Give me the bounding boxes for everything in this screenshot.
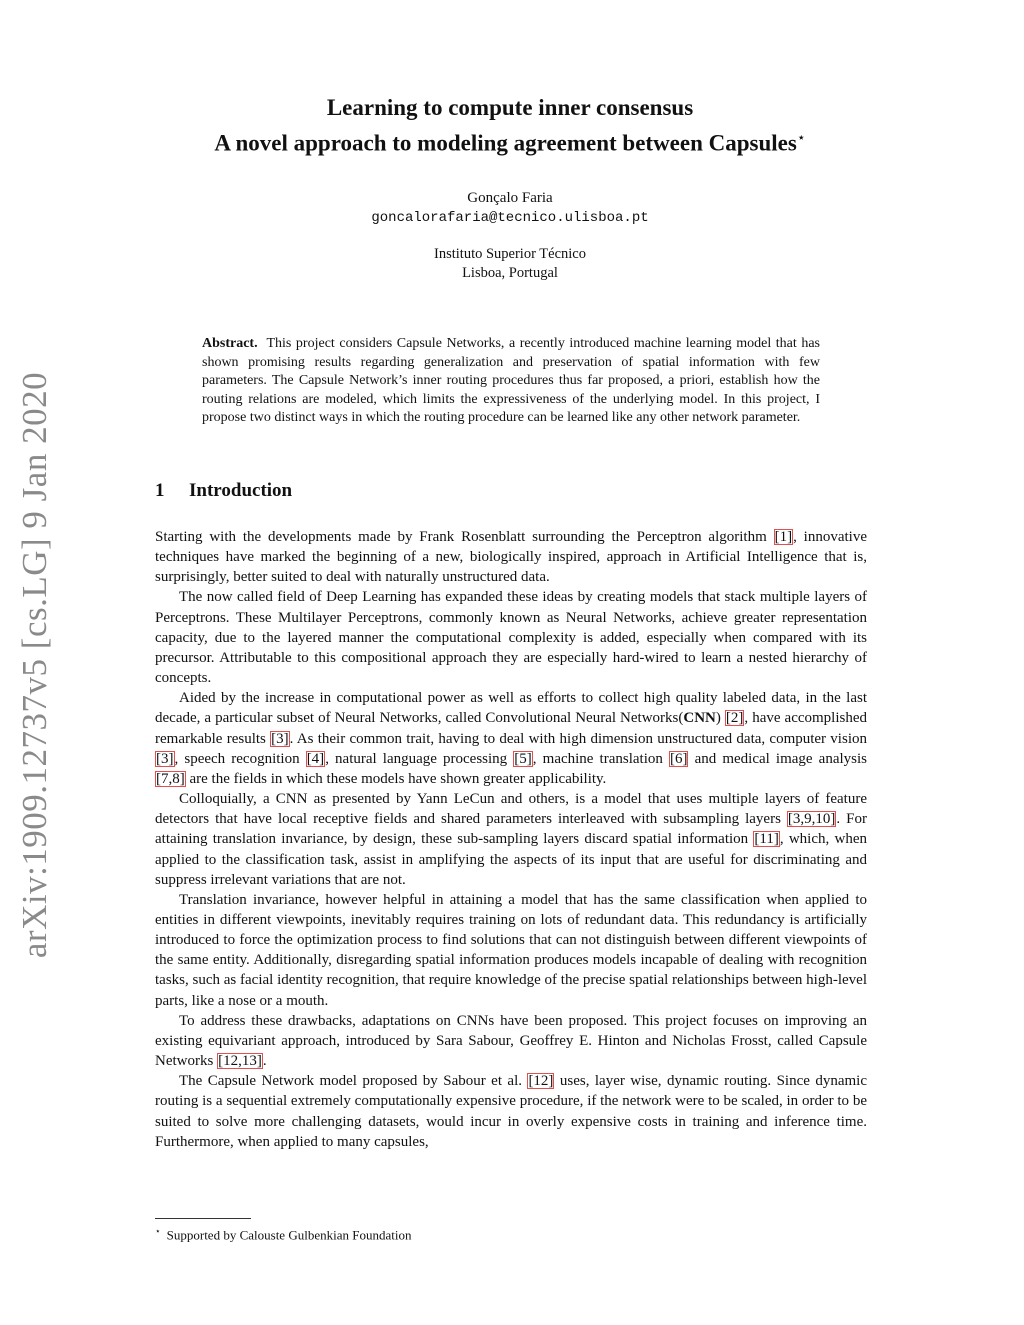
paper-title bbox=[100, 92, 920, 159]
citation-link[interactable]: [3] bbox=[271, 730, 289, 747]
body-text bbox=[155, 527, 867, 1152]
paragraph: Colloquially, a CNN as presented by Yann LeCun and others, is a model that uses multiple layers of feature detectors that have local receptive fields and shared parameters interleaved with subsampling layers [3,9,10]. For attaining translation invariance, by design, these sub-sampling layers discard spatial information [11], which, when applied to the classification task, assist in amplifying the aspects of its input that are useful for discriminating and suppress irrelevant variations that are not. bbox=[155, 791, 867, 888]
paragraph: To address these drawbacks, adaptations on CNNs have been proposed. This project focuses on improving an existing equivariant approach, introduced by Sara Sabour, Geoffrey E. Hinton and Nicholas Frosst, called Capsule Networks [12,13]. bbox=[155, 1012, 867, 1070]
abstract bbox=[202, 335, 820, 428]
section-number: 1 bbox=[155, 480, 165, 501]
author-name: Gonçalo Faria bbox=[467, 190, 553, 206]
citation-link[interactable]: [4] bbox=[306, 750, 325, 767]
author-block bbox=[100, 188, 920, 228]
arxiv-stamp-text: arXiv:1909.12737v5 [cs.LG] 9 Jan 2020 bbox=[15, 371, 55, 959]
footnote-text: Supported by Calouste Gulbenkian Foundation bbox=[166, 1227, 412, 1243]
citation-link[interactable]: [11] bbox=[754, 831, 779, 848]
abstract-label: Abstract. bbox=[202, 336, 258, 351]
citation-link[interactable]: [3,9,10] bbox=[787, 811, 836, 828]
paragraph: The now called field of Deep Learning has expanded these ideas by creating models that stack multiple layers of Perceptrons. These Multilayer Perceptrons, commonly known as Neural Networks, achieve greater representation capacity, due to the layered manner the computational complexity is added, especially when compared with its precursor. Attributable to this compositional approach they are especially hard-wired to learn a nested hierarchy of concepts. bbox=[155, 589, 867, 687]
section-title: Introduction bbox=[189, 480, 293, 501]
citation-link[interactable]: [3] bbox=[156, 750, 174, 767]
footnote-mark: ⋆ bbox=[155, 1226, 161, 1236]
paragraph: Aided by the increase in computational power as well as efforts to collect high quality labeled data, in the last decade, a particular subset of Neural Networks, called Convolutional Neural Networks(CNN) [2], have accomplished remarkable results [3]. As their common trait, having to deal with high dimension unstructured data, computer vision [3], speech recognition [4], natural language processing [5], machine translation [6] and medical image analysis [7,8] are the fields in which these models have shown greater applicability. bbox=[155, 690, 868, 787]
citation-link[interactable]: [12] bbox=[528, 1073, 554, 1090]
paragraph: Starting with the developments made by Frank Rosenblatt surrounding the Perceptron algorithm [1], innovative techniques have marked the beginning of a new, biologically inspired, approach in Artificial Intelligence that is, surprisingly, better suited to deal with naturally unstructured data. bbox=[155, 529, 867, 586]
citation-link[interactable]: [7,8] bbox=[156, 770, 185, 787]
abstract-text: This project considers Capsule Networks, a recently introduced machine learning model that has shown promising results regarding generalization and preservation of spatial information with few parameters. The Capsule Network’s inner routing procedures thus far proposed, a priori, establish how the routing relations are modeled, which limits the expressiveness of the underlying model. In this project, I propose two distinct ways in which the routing procedure can be learned like any other network parameter. bbox=[202, 336, 820, 426]
citation-link[interactable]: [5] bbox=[514, 750, 532, 767]
affiliation-location: Lisboa, Portugal bbox=[462, 265, 558, 281]
title-footnote-mark: ⋆ bbox=[796, 131, 806, 146]
citation-link[interactable]: [12,13] bbox=[218, 1053, 262, 1070]
author-email[interactable]: goncalorafaria@tecnico.ulisboa.pt bbox=[371, 210, 649, 226]
arxiv-stamp bbox=[10, 370, 60, 960]
section-heading bbox=[155, 480, 292, 502]
citation-link[interactable]: [6] bbox=[669, 750, 688, 767]
citation-link[interactable]: [2] bbox=[725, 710, 744, 727]
title-line-2: A novel approach to modeling agreement between Capsules⋆ bbox=[214, 130, 806, 156]
affiliation-block bbox=[100, 245, 920, 283]
footnote-divider bbox=[155, 1218, 251, 1219]
paragraph: The Capsule Network model proposed by Sabour et al. [12] uses, layer wise, dynamic routing. Since dynamic routing is a sequential extremely computationally expensive procedure, if the network were to be scaled, in order to be suited to solve more challenging datasets, would incur in overly expensive costs in training and inference time. Furthermore, when applied to many capsules, bbox=[155, 1073, 867, 1150]
paragraph: Translation invariance, however helpful in attaining a model that has the same classification when applied to entities in different viewpoints, inevitably requires training on lots of redundant data. This redundancy is artificially introduced to force the optimization process to find solutions that can not distinguish between different viewpoints of the same entity. Additionally, disregarding spatial information produces models incapable of dealing with recognition tasks, such as facial identity recognition, that require knowledge of the precise spatial relationships between high-level parts, like a nose or a mouth. bbox=[155, 891, 867, 1009]
footnote bbox=[155, 1223, 411, 1243]
title-line-1: Learning to compute inner consensus bbox=[326, 95, 694, 120]
affiliation-institution: Instituto Superior Técnico bbox=[434, 246, 586, 262]
citation-link[interactable]: [1] bbox=[774, 529, 793, 545]
